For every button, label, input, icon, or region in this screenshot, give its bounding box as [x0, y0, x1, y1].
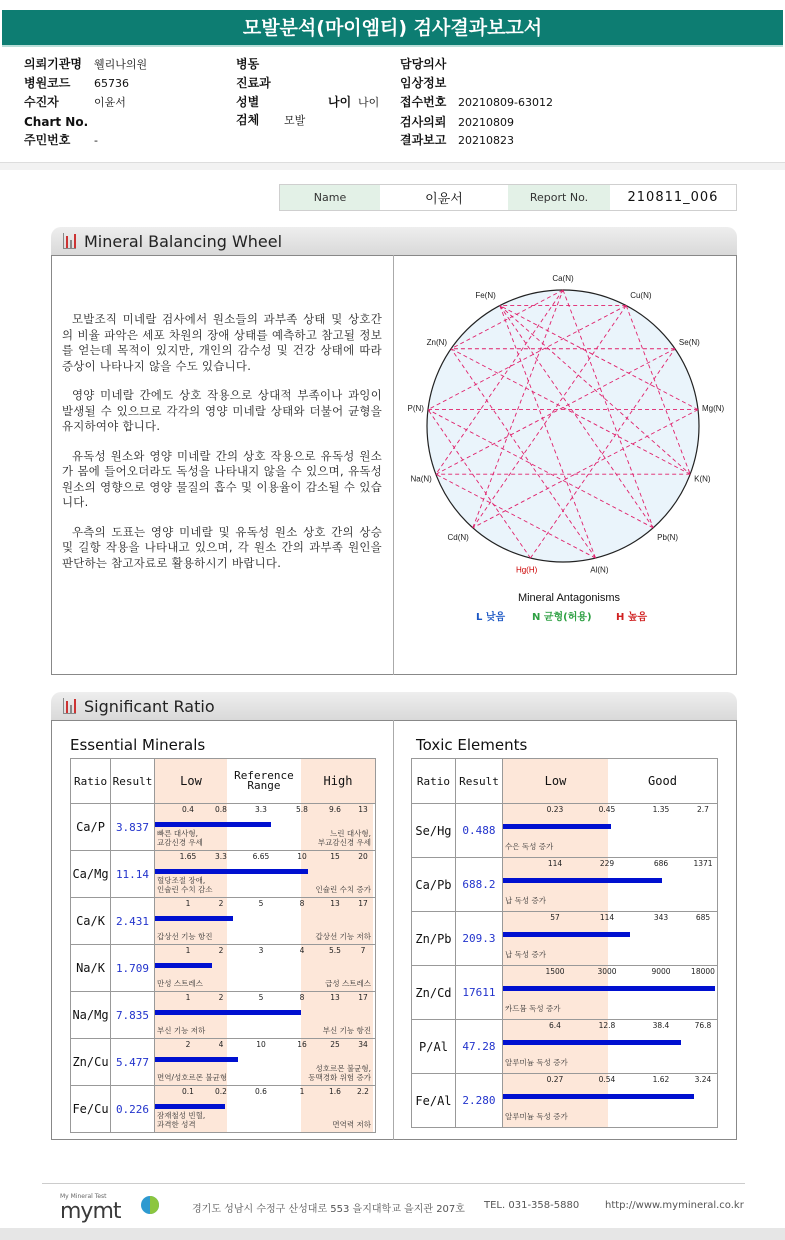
tick-label: 3000 [597, 967, 617, 976]
footer-address: 경기도 성남시 수정구 산성대로 553 을지대학교 을지관 207호 [192, 1204, 465, 1215]
description-paragraph: 영양 미네랄 간에도 상호 작용으로 상대적 부족이나 과잉이 발생될 수 있으므로 각각의 영양 미네랄 상태와 더불어 균형을 유지하여야 합니다. [62, 388, 382, 433]
info-col3-row [400, 114, 514, 130]
info-age-row [328, 94, 379, 110]
footer-divider [42, 1183, 745, 1184]
ratio-bar-cell [154, 992, 375, 1039]
tick-label: 5.8 [296, 805, 308, 814]
tick-label: 2.2 [357, 1087, 369, 1096]
info-col1-row [24, 132, 98, 148]
note-high: 부신 기능 항진 [322, 1026, 371, 1035]
note-low: 납 독성 증가 [504, 896, 546, 905]
tick-label: 34 [358, 1040, 368, 1049]
footer-tel: TEL. 031-358-5880 [484, 1200, 580, 1211]
tick-label: 17 [358, 993, 368, 1002]
tick-label: 5 [258, 993, 264, 1002]
tick-label: 4 [299, 946, 305, 955]
info-label: 수진자 [24, 95, 59, 109]
col-ratio: Ratio [71, 759, 111, 804]
info-value: 20210809 [458, 116, 514, 129]
ratio-divider [393, 720, 394, 1140]
info-col3-row [400, 56, 458, 72]
info-col1-row [24, 94, 126, 110]
tick-label: 6.4 [549, 1021, 561, 1030]
ratio-bar-cell [154, 1039, 375, 1086]
tick-label: 4 [218, 1040, 224, 1049]
ratio-result: 3.837 [111, 804, 155, 851]
ratio-bar [503, 824, 611, 829]
footer-url[interactable]: http://www.mymineral.co.kr [605, 1200, 744, 1211]
ratio-row [412, 1020, 718, 1074]
col-result: Result [111, 759, 155, 804]
ratio-bar [155, 1057, 238, 1062]
note-high: 급성 스트레스 [325, 979, 371, 988]
ratio-name: Fe/Al [412, 1074, 456, 1128]
description-paragraph: 우측의 도표는 영양 미네랄 및 유독성 원소 상호 간의 상승 및 길항 작용을 나타내고 있으며, 각 원소 간의 과부족 원인을 판단하는 참고자료로 활용하시기 바랍니다. [62, 524, 382, 570]
ratio-row [71, 992, 376, 1039]
tick-label: 20 [358, 852, 368, 861]
description-paragraph: 유독성 원소와 영양 미네랄 간의 상호 작용으로 유독성 원소가 몸에 들어오더라도 독성을 나타내지 않을 수 있으며, 유독성 원소의 영향으로 영양 물질의 흡수 및 이용율이 감소될 수 있습니다. [62, 448, 382, 509]
tick-label: 0.2 [215, 1087, 227, 1096]
info-col3-row [400, 132, 514, 148]
col-result: Result [455, 759, 502, 804]
note-low: 갑상선 기능 항진 [156, 932, 213, 941]
tick-label: 2 [185, 1040, 191, 1049]
logo-text: mymt [60, 1199, 121, 1224]
info-value: 20210809-63012 [458, 96, 553, 109]
info-value: 웰리나의원 [94, 58, 148, 71]
tick-label: 1.62 [652, 1075, 670, 1084]
ratio-section-header [51, 692, 737, 720]
info-value: 20210823 [458, 134, 514, 147]
ratio-bar-cell [154, 945, 375, 992]
wheel-node-label: Pb(N) [657, 532, 679, 542]
ratio-bar [503, 1040, 681, 1045]
info-label: Chart No. [24, 115, 89, 129]
ratio-row [412, 804, 718, 858]
wheel-section-title: Mineral Balancing Wheel [84, 231, 283, 251]
tick-label: 1 [185, 899, 191, 908]
chart-icon [63, 233, 76, 249]
essential-title: Essential Minerals [70, 736, 206, 754]
ratio-row [412, 1074, 718, 1128]
col-range [502, 759, 717, 804]
bottom-strip [0, 1228, 785, 1240]
wheel-node-label: Ca(N) [552, 274, 574, 283]
wheel-node-label: Fe(N) [475, 290, 496, 300]
tick-label: 0.23 [546, 805, 564, 814]
legend-low: L 낮음 [476, 612, 506, 623]
note-low: 만성 스트레스 [156, 979, 203, 988]
note-low: 혈당조절 장애, 인슐린 수치 감소 [156, 876, 213, 894]
wheel-node-label: Se(N) [678, 337, 700, 347]
ratio-name: Ca/Pb [412, 858, 456, 912]
ref-label-2: Range [247, 779, 281, 792]
ratio-result: 47.28 [455, 1020, 502, 1074]
info-label: 결과보고 [400, 133, 447, 147]
ratio-result: 0.488 [455, 804, 502, 858]
note-low: 잠재철성 빈혈, 과격한 성격 [156, 1111, 206, 1129]
tick-label: 7 [360, 946, 366, 955]
info-col2-row [236, 112, 305, 128]
tick-label: 1 [299, 1087, 305, 1096]
chart-icon [63, 698, 76, 714]
ratio-result: 209.3 [455, 912, 502, 966]
ratio-result: 2.280 [455, 1074, 502, 1128]
info-col1-row [24, 56, 147, 72]
tick-label: 9.6 [329, 805, 341, 814]
toxic-title: Toxic Elements [416, 736, 528, 754]
ratio-row [412, 912, 718, 966]
tick-label: 2 [218, 899, 224, 908]
tick-label: 5 [258, 899, 264, 908]
info-label: 접수번호 [400, 95, 447, 109]
tick-label: 0.1 [182, 1087, 194, 1096]
ratio-name: Ca/K [71, 898, 111, 945]
col-ratio: Ratio [412, 759, 456, 804]
tick-label: 1500 [545, 967, 565, 976]
report-no-label: Report No. [508, 185, 610, 210]
ratio-bar-cell [502, 966, 717, 1020]
wheel-node-label: P(N) [407, 404, 424, 414]
ratio-result: 2.431 [111, 898, 155, 945]
tick-label: 9000 [651, 967, 671, 976]
info-label: 주민번호 [24, 133, 71, 147]
tick-label: 3.3 [255, 805, 267, 814]
info-value: 나이 [358, 96, 380, 109]
info-label: 병원코드 [24, 76, 71, 90]
ref-label-1: Reference [234, 769, 294, 782]
wheel-node-label: Zn(N) [426, 337, 448, 347]
ratio-name: Ca/P [71, 804, 111, 851]
tick-label: 1.35 [652, 805, 670, 814]
ratio-bar-cell [154, 851, 375, 898]
tick-label: 1.6 [329, 1087, 341, 1096]
note-low: 면역/성호르몬 불균형 [156, 1073, 228, 1082]
info-col2-row [236, 75, 306, 91]
tick-label: 0.27 [546, 1075, 564, 1084]
ratio-name: P/Al [412, 1020, 456, 1074]
col-range [154, 759, 375, 804]
info-label: 성별 [236, 95, 260, 109]
legend-high: H 높음 [616, 612, 648, 623]
info-label: 진료과 [236, 76, 271, 90]
mineral-wheel [394, 256, 736, 616]
ratio-bar [155, 916, 233, 921]
tick-label: 343 [653, 913, 669, 922]
wheel-description [62, 312, 382, 585]
ratio-name: Ca/Mg [71, 851, 111, 898]
tick-label: 114 [547, 859, 563, 868]
ratio-bar [155, 1010, 301, 1015]
note-low: 빠른 대사형, 교감신경 우세 [156, 829, 203, 847]
col-high: High [301, 759, 375, 803]
info-value: 모발 [284, 114, 306, 127]
note-high: 느린 대사형, 부교감신경 우세 [317, 829, 371, 847]
description-paragraph: 모발조직 미네랄 검사에서 원소들의 과부족 상태 및 상호간의 비율 파악은 세포 차원의 장애 상태를 예측하고 참고될 정보를 얻는데 목적이 있지만, 개인의 감수성 및 건강 상태에 따라 증상이 나타나지 않을 수도 있습니다. [62, 312, 382, 373]
tick-label: 13 [330, 899, 340, 908]
ratio-row [412, 966, 718, 1020]
note-low: 부신 기능 저하 [156, 1026, 206, 1035]
tick-label: 1371 [693, 859, 713, 868]
ratio-name: Zn/Cu [71, 1039, 111, 1086]
info-label: 나이 [328, 95, 352, 109]
ratio-name: Zn/Pb [412, 912, 456, 966]
tick-label: 3.3 [215, 852, 227, 861]
ratio-result: 1.709 [111, 945, 155, 992]
ratio-bar [155, 963, 212, 968]
ratio-result: 688.2 [455, 858, 502, 912]
tick-label: 0.8 [215, 805, 227, 814]
essential-table [70, 758, 376, 1133]
ratio-bar-cell [154, 804, 375, 851]
tick-label: 17 [358, 899, 368, 908]
wheel-node-label: Cd(N) [447, 532, 469, 542]
ratio-result: 7.835 [111, 992, 155, 1039]
tick-label: 0.45 [598, 805, 616, 814]
wheel-circle [427, 290, 699, 562]
ratio-bar [155, 869, 308, 874]
ratio-row [71, 898, 376, 945]
ratio-name: Fe/Cu [71, 1086, 111, 1133]
note-low: 카드뮴 독성 증가 [504, 1004, 561, 1013]
tick-label: 10 [256, 1040, 266, 1049]
info-label: 병동 [236, 57, 260, 71]
ratio-bar-cell [154, 1086, 375, 1133]
info-label: 담당의사 [400, 57, 447, 71]
ratio-section-title: Significant Ratio [84, 696, 215, 716]
ratio-bar [503, 932, 630, 937]
ratio-bar [155, 822, 271, 827]
ratio-result: 11.14 [111, 851, 155, 898]
note-high: 인슐린 수치 증가 [315, 885, 371, 894]
report-title: 모발분석(마이엠티) 검사결과보고서 [2, 10, 783, 47]
tick-label: 8 [299, 899, 305, 908]
info-col2-row [236, 56, 306, 72]
ratio-bar-cell [154, 898, 375, 945]
col-low: Low [155, 759, 227, 803]
tick-label: 18000 [691, 967, 715, 976]
ratio-result: 5.477 [111, 1039, 155, 1086]
tick-label: 16 [297, 1040, 307, 1049]
note-low: 알루미늄 독성 증가 [504, 1058, 568, 1067]
name-label: Name [280, 185, 380, 210]
ratio-row [412, 858, 718, 912]
tick-label: 1.65 [179, 852, 197, 861]
tick-label: 8 [299, 993, 305, 1002]
wheel-node-label: Al(N) [590, 565, 609, 575]
ratio-bar [503, 878, 662, 883]
ratio-row [71, 1039, 376, 1086]
info-label: 임상정보 [400, 76, 447, 90]
tick-label: 0.54 [598, 1075, 616, 1084]
legend-normal: N 균형(허용) [532, 612, 592, 623]
name-value: 이윤서 [380, 185, 508, 210]
note-low: 납 독성 증가 [504, 950, 546, 959]
tick-label: 1 [185, 993, 191, 1002]
wheel-node-label: Mg(N) [702, 404, 725, 414]
ratio-row [71, 851, 376, 898]
note-low: 수은 독성 증가 [504, 842, 554, 851]
tick-label: 25 [330, 1040, 340, 1049]
note-high: 성호르몬 불균형, 동맥경화 위험 증가 [308, 1064, 371, 1082]
tick-label: 15 [330, 852, 340, 861]
info-col1-row [24, 75, 129, 91]
logo-tagline: My Mineral Test [60, 1193, 107, 1200]
tick-label: 57 [550, 913, 560, 922]
wheel-node-label: K(N) [694, 474, 711, 484]
tick-label: 13 [330, 993, 340, 1002]
wheel-node-label: Cu(N) [630, 290, 652, 300]
wheel-node-label: Na(N) [410, 474, 432, 484]
patient-info [0, 56, 785, 156]
col-reference [227, 771, 301, 791]
tick-label: 10 [297, 852, 307, 861]
wheel-title: Mineral Antagonisms [517, 592, 621, 604]
tick-label: 686 [653, 859, 669, 868]
tick-label: 5.5 [329, 946, 341, 955]
ratio-bar-cell [502, 804, 717, 858]
info-col2-row [236, 94, 306, 110]
ratio-bar-cell [502, 1074, 717, 1128]
tick-label: 3 [258, 946, 264, 955]
ratio-bar-cell [502, 1020, 717, 1074]
footer-logo [60, 1193, 170, 1229]
tick-label: 38.4 [652, 1021, 670, 1030]
logo-mark-icon [140, 1195, 160, 1215]
ratio-bar-cell [502, 858, 717, 912]
ratio-bar [503, 986, 715, 991]
ratio-name: Na/Mg [71, 992, 111, 1039]
ratio-name: Se/Hg [412, 804, 456, 858]
ratio-row [71, 1086, 376, 1133]
ratio-result: 0.226 [111, 1086, 155, 1133]
tick-label: 12.8 [598, 1021, 616, 1030]
info-value: 65736 [94, 77, 129, 90]
tick-label: 2 [218, 993, 224, 1002]
info-col3-row [400, 75, 458, 91]
tick-label: 114 [599, 913, 615, 922]
info-col1-row [24, 114, 94, 130]
info-label: 검체 [236, 113, 260, 127]
name-report-table [279, 184, 737, 211]
tick-label: 229 [599, 859, 615, 868]
info-value: - [94, 134, 98, 147]
tick-label: 1 [185, 946, 191, 955]
ratio-row [71, 945, 376, 992]
ratio-name: Na/K [71, 945, 111, 992]
report-no-value: 210811_006 [610, 185, 736, 210]
col-good: Good [648, 774, 677, 788]
tick-label: 685 [695, 913, 711, 922]
note-low: 알루미늄 독성 증가 [504, 1112, 568, 1121]
ratio-result: 17611 [455, 966, 502, 1020]
tick-label: 6.65 [252, 852, 270, 861]
ratio-row [71, 804, 376, 851]
tick-label: 0.6 [255, 1087, 267, 1096]
ratio-bar [503, 1094, 694, 1099]
note-high: 면역력 저하 [332, 1120, 371, 1129]
wheel-section-header [51, 227, 737, 255]
info-col3-row [400, 94, 553, 110]
info-label: 검사의뢰 [400, 115, 447, 129]
wheel-node-label: Hg(H) [515, 565, 538, 575]
ratio-bar [155, 1104, 225, 1109]
ratio-bar-cell [502, 912, 717, 966]
tick-label: 3.24 [694, 1075, 712, 1084]
tick-label: 13 [358, 805, 368, 814]
ratio-name: Zn/Cd [412, 966, 456, 1020]
tick-label: 2 [218, 946, 224, 955]
info-label: 의뢰기관명 [24, 57, 82, 71]
tick-label: 0.4 [182, 805, 194, 814]
toxic-table [411, 758, 718, 1128]
info-value: 이윤서 [94, 96, 126, 109]
tick-label: 76.8 [694, 1021, 712, 1030]
note-high: 갑상선 기능 저하 [315, 932, 371, 941]
tick-label: 2.7 [697, 805, 709, 814]
col-low: Low [503, 759, 608, 803]
divider [0, 162, 785, 170]
